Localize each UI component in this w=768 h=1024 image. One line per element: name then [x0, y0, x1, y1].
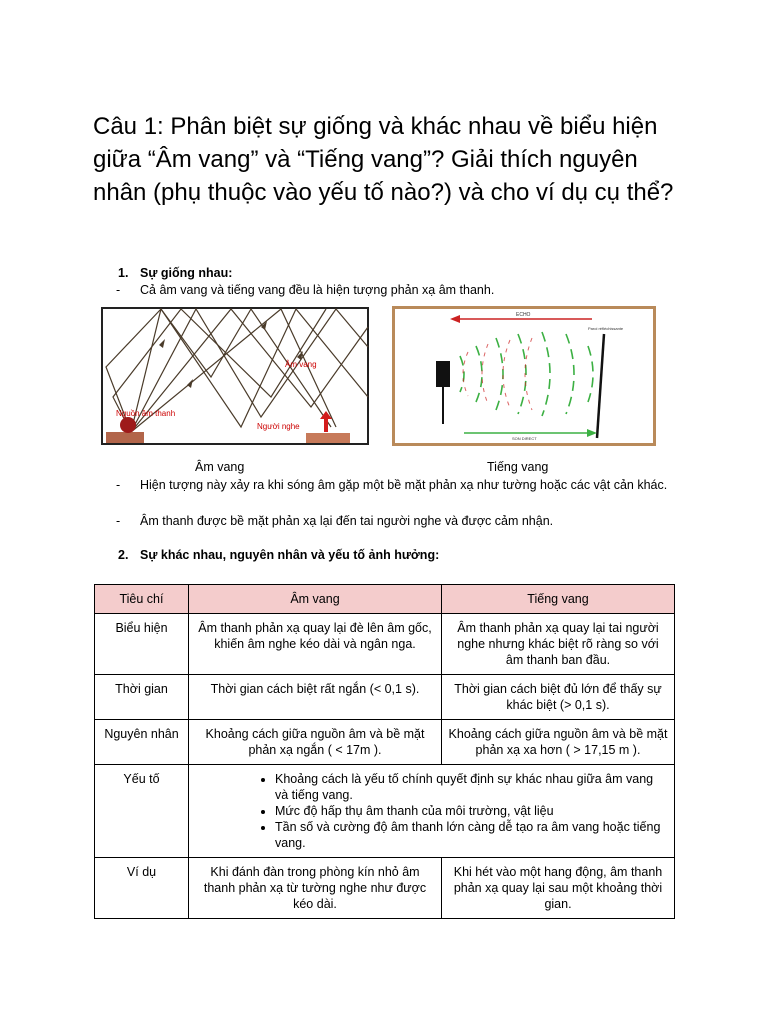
table-row — [95, 765, 675, 858]
reverberation-diagram — [101, 307, 369, 445]
reverb-cell: Thời gian cách biệt rất ngắn (< 0,1 s). — [189, 675, 442, 720]
echo-cell: Khi hét vào một hang động, âm thanh phản xạ quay lại sau một khoảng thời gian. — [442, 858, 675, 919]
header-echo: Tiếng vang — [442, 585, 675, 614]
reverb-cell: Âm thanh phản xạ quay lại đè lên âm gốc, khiến âm nghe kéo dài và ngân nga. — [189, 614, 442, 675]
echo-diagram — [392, 306, 656, 446]
list-item: • Khoảng cách là yếu tố chính quyết định sự khác nhau giữa âm vang và tiếng vang. — [275, 771, 668, 803]
reverb-cell: Khi đánh đàn trong phòng kín nhỏ âm thanh phản xạ từ tường nghe như được kéo dài. — [189, 858, 442, 919]
criterion-cell: Ví dụ — [95, 858, 189, 919]
similarity-bullet-3: - Âm thanh được bề mặt phản xạ lại đến tai người nghe và được cảm nhận. — [116, 514, 554, 528]
factors-list — [195, 771, 668, 851]
criterion-cell: Nguyên nhân — [95, 720, 189, 765]
echo-cell: Thời gian cách biệt đủ lớn để thấy sự khác biệt (> 0,1 s). — [442, 675, 675, 720]
table-row — [95, 675, 675, 720]
label-reflecting-wall: Paroi réfléchissante — [588, 326, 624, 331]
criterion-cell: Biểu hiện — [95, 614, 189, 675]
table-row — [95, 720, 675, 765]
label-echo: ECHO — [516, 312, 531, 318]
header-criterion: Tiêu chí — [95, 585, 189, 614]
echo-cell: Âm thanh phản xạ quay lại tai người nghe nhưng khác biệt rõ ràng so với âm thanh ban đầu. — [442, 614, 675, 675]
label-sound-source: Nguồn âm thanh — [116, 409, 176, 418]
caption-reverb: Âm vang — [195, 460, 245, 474]
reverb-cell: Khoảng cách giữa nguồn âm và bề mặt phản xạ ngắn ( < 17m ). — [189, 720, 442, 765]
section-2-title: Sự khác nhau, nguyên nhân và yếu tố ảnh hưởng: — [140, 548, 440, 562]
similarity-bullet-2: - Hiện tượng này xảy ra khi sóng âm gặp một bề mặt phản xạ như tường hoặc các vật cản khác. — [116, 478, 668, 492]
criterion-cell: Yếu tố — [95, 765, 189, 858]
caption-echo: Tiếng vang — [487, 460, 549, 474]
section-1-heading — [118, 266, 232, 280]
label-direct-sound: SON DIRECT — [512, 436, 537, 441]
comparison-table — [94, 584, 675, 919]
section-1-number: 1. — [118, 266, 129, 280]
factors-cell — [189, 765, 675, 858]
page-title: Câu 1: Phân biệt sự giống và khác nhau về biểu hiện giữa “Âm vang” và “Tiếng vang”? Giải thích nguyên nhân (phụ thuộc vào yếu tố nào?) và cho ví dụ cụ thể? — [93, 113, 674, 206]
echo-cell: Khoảng cách giữa nguồn âm và bề mặt phản xạ xa hơn ( > 17,15 m ). — [442, 720, 675, 765]
criterion-cell: Thời gian — [95, 675, 189, 720]
list-item: • Tần số và cường độ âm thanh lớn càng dễ tạo ra âm vang hoặc tiếng vang. — [275, 819, 668, 851]
table-row — [95, 858, 675, 919]
table-header-row — [95, 585, 675, 614]
section-2-heading — [118, 548, 439, 562]
list-item: • Mức độ hấp thụ âm thanh của môi trường, vật liệu — [275, 803, 668, 819]
similarity-bullet-1: - Cả âm vang và tiếng vang đều là hiện tượng phản xạ âm thanh. — [116, 283, 495, 297]
label-listener: Người nghe — [257, 422, 300, 431]
table-row — [95, 614, 675, 675]
section-2-number: 2. — [118, 548, 129, 562]
section-1-title: Sự giống nhau: — [140, 266, 233, 280]
header-reverb: Âm vang — [189, 585, 442, 614]
label-reverb: Âm vang — [285, 360, 317, 369]
